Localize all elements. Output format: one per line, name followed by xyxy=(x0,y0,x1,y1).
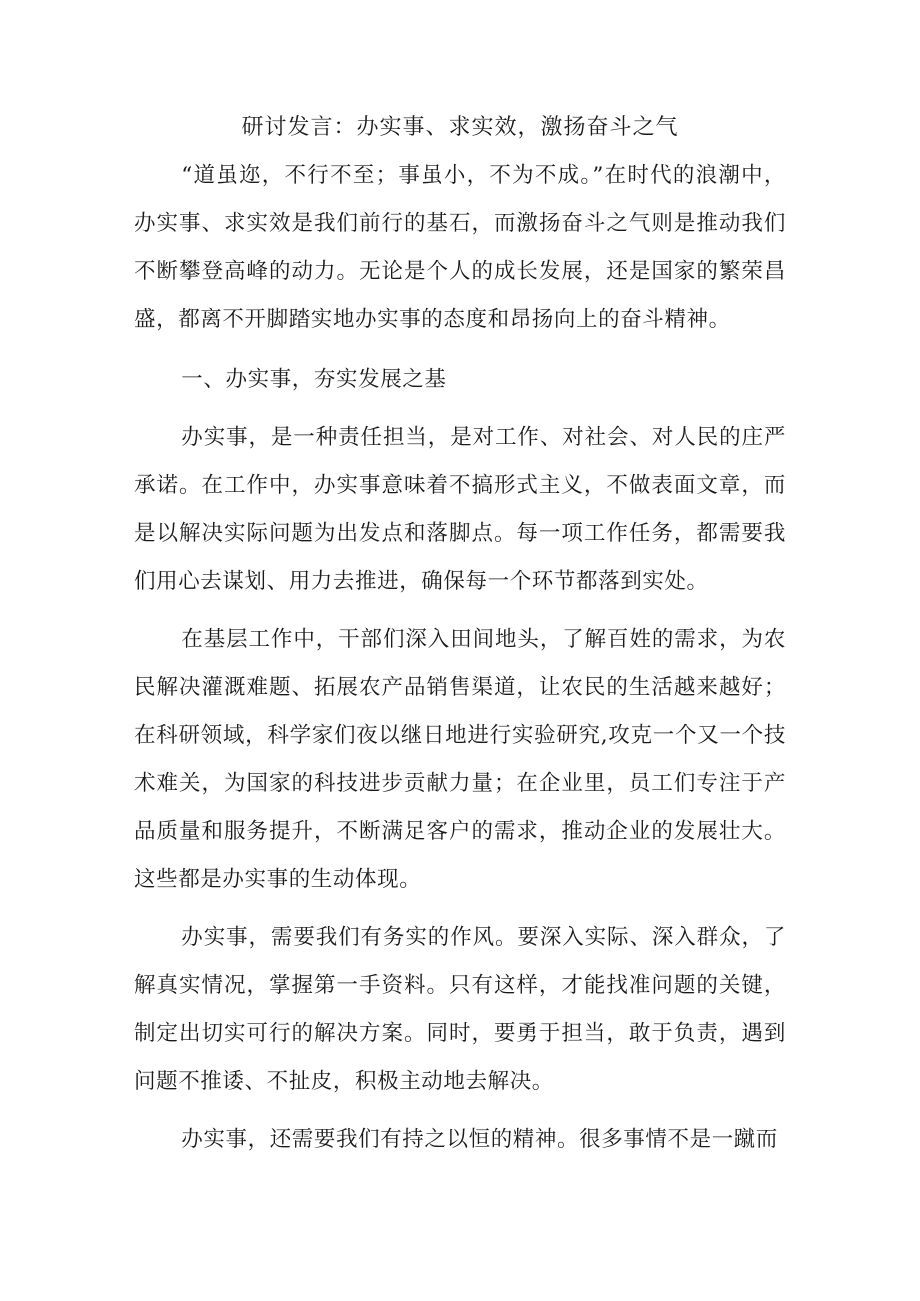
body-paragraph: 办实事，需要我们有务实的作风。要深入实际、深入群众，了解真实情况，掌握第一手资料。只有这样，才能找准问题的关键，制定出切实可行的解决方案。同时，要勇于担当，敢于负责，遇到问题不推诿、不扯皮，积极主动地去解决。 xyxy=(134,925,786,1094)
intro-paragraph: “道虽迩，不行不至；事虽小，不为不成。”在时代的浪潮中，办实事、求实效是我们前行的基石，而激扬奋斗之气则是推动我们不断攀登高峰的动力。无论是个人的成长发展，还是国家的繁荣昌盛，都离不开脚踏实地办实事的态度和昂扬向上的奋斗精神。 xyxy=(134,163,786,332)
body-paragraph: 办实事，是一种责任担当，是对工作、对社会、对人民的庄严承诺。在工作中，办实事意味着不搞形式主义，不做表面文章，而是以解决实际问题为出发点和落脚点。每一项工作任务，都需要我们用心去谋划、用力去推进，确保每一个环节都落到实处。 xyxy=(134,425,786,594)
body-paragraph: 在基层工作中，干部们深入田间地头，了解百姓的需求，为农民解决灌溉难题、拓展农产品销售渠道，让农民的生活越来越好；在科研领域，科学家们夜以继日地进行实验研究,攻克一个又一个技术难关，为国家的科技进步贡献力量；在企业里，员工们专注于产品质量和服务提升，不断满足客户的需求，推动企业的发展壮大。这些都是办实事的生动体现。 xyxy=(134,627,786,892)
document-body xyxy=(134,102,786,1164)
section-heading: 一、办实事，夯实发展之基 xyxy=(181,367,447,392)
document-title: 研讨发言：办实事、求实效，激扬奋斗之气 xyxy=(241,115,679,140)
body-paragraph: 办实事，还需要我们有持之以恒的精神。很多事情不是一蹴而 xyxy=(181,1127,778,1152)
